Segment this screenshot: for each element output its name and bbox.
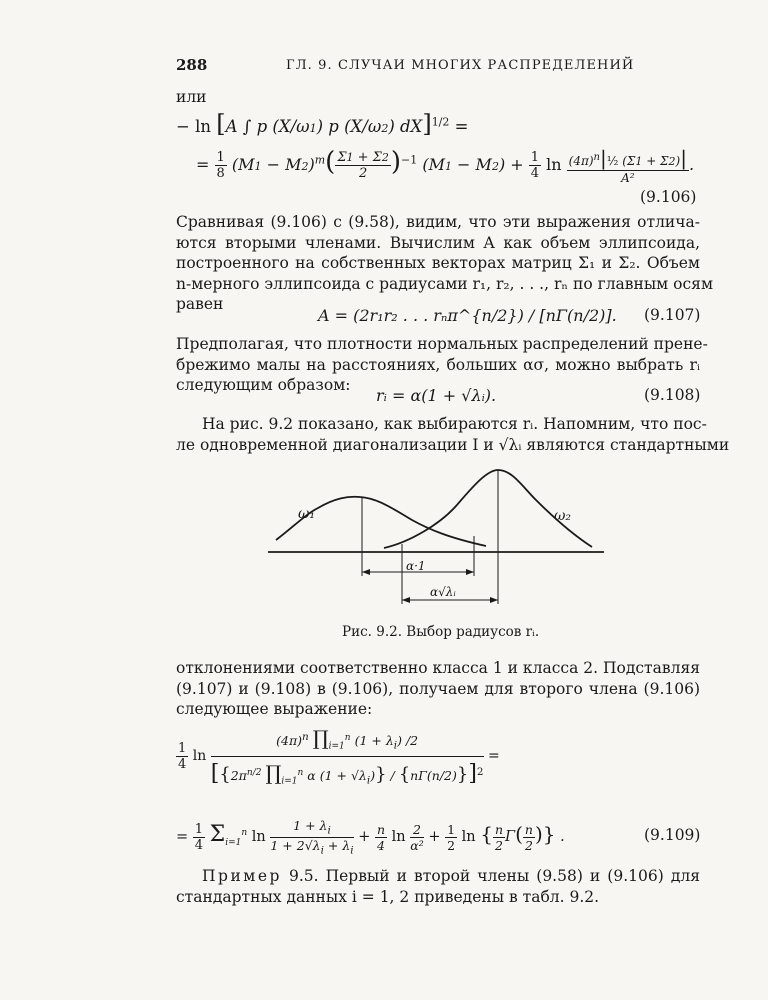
equation-9-107: A = (2r₁r₂ . . . rₙπ^{n/2}) / [nΓ(n/2)]. (318, 306, 617, 325)
text-line: отклонениями соответственно класса 1 и класса 2. Подставляя (176, 659, 700, 677)
label-alpha-sqrt-lambda: α√λᵢ (430, 585, 456, 599)
text-line: брежимо малы на расстояниях, больших ασ, можно выбрать rᵢ (176, 355, 700, 374)
text-line: Сравнивая (9.106) с (9.58), видим, что эти выражения отлича- (176, 213, 700, 231)
paragraph-4 (176, 658, 700, 720)
example-line: стандартных данных i = 1, 2 приведены в табл. 9.2. (176, 887, 600, 906)
text-line: ются вторыми членами. Вычислим A как объем эллипсоида, (176, 233, 700, 252)
text-line: построенного на собственных векторах матриц Σ₁ и Σ₂. Объем (176, 254, 700, 272)
equation-number-9-108: (9.108) (644, 386, 701, 404)
text-line: На рис. 9.2 показано, как выбираются rᵢ. Напомним, что пос- (202, 415, 707, 433)
arrowhead (402, 597, 410, 603)
equation-number-9-107: (9.107) (644, 306, 701, 324)
example-9-5 (176, 866, 700, 907)
equation-9-106-line-2: = $\frac{1}{8}$ $(M1 - M2)^т$( $\frac{\Sigma 1 + \Sigma 2}{2}$ )$^{-1}$ (M1 − M2) + $\frac{1}{4}$ ln $\frac{(4\pi)^n|\frac{1}{2} (\Sigma 1 + \Sigma 2)|}{\text{A²}}$ . (196, 146, 695, 185)
label-omega-1: ω₁ (298, 506, 316, 522)
label-omega-2: ω₂ (554, 508, 572, 524)
text-line: (9.107) и (9.108) в (9.106), получаем для второго члена (9.106) (176, 679, 700, 698)
text-line: следующим образом: (176, 376, 351, 394)
page-number: 288 (176, 56, 208, 74)
text-line: равен (176, 295, 224, 313)
equation-9-106-line-1: − ln [A ∫ p (X/ω1) p (X/ω2) dX]$^{1/2}$ = (176, 110, 469, 138)
figure-caption: Рис. 9.2. Выбор радиусов rᵢ. (342, 624, 540, 640)
arrowhead (490, 597, 498, 603)
label-alpha-1: α·1 (406, 559, 426, 573)
text-line: Предполагая, что плотности нормальных распределений прене- (176, 335, 708, 353)
text-line: ле одновременной диагонализации I и √λᵢ являются стандартными (176, 435, 730, 454)
equation-number-9-106: (9.106) (640, 188, 697, 206)
running-title: ГЛ. 9. СЛУЧАИ МНОГИХ РАСПРЕДЕЛЕНИЙ (286, 58, 635, 73)
text-line: следующее выражение: (176, 700, 373, 718)
equation-9-109-line-1: $\frac{1}{4}$ ln $\frac{(4\pi)^n \prod_{i=1}^n (1 + \lambda_i) /2}{[\{2\pi^{n/2} \prod_{i=1}^n \alpha (1 + √\lambda_i)\} / \{n\Gamma(n/2)\}]^2}$ = (178, 726, 500, 786)
equation-9-109-line-2: = $\frac{1}{4}$ $\Sigma_{i=1}^n$ ln $\frac{1 + \lambda_i}{1 + 2√\lambda_i + \lambda_i}$ + $\frac{n}{4}$ ln $\frac{2}{\text{α²}}$ + $\frac{1}{2}$ ln { $\frac{n}{2}$ Γ( $\frac{n}{2}$ )} . (176, 818, 565, 856)
example-line: Пример 9.5. Первый и второй члены (9.58) и (9.106) для (202, 867, 700, 885)
equation-9-108: rᵢ = α(1 + √λᵢ). (376, 386, 497, 405)
arrowhead (466, 569, 474, 575)
intro-word: или (176, 88, 207, 106)
text-line: n-мерного эллипсоида с радиусами r₁, r₂, . . ., rₙ по главным осям (176, 274, 714, 293)
equation-number-9-109: (9.109) (644, 826, 701, 844)
example-label: Пример (202, 867, 282, 885)
arrowhead (362, 569, 370, 575)
